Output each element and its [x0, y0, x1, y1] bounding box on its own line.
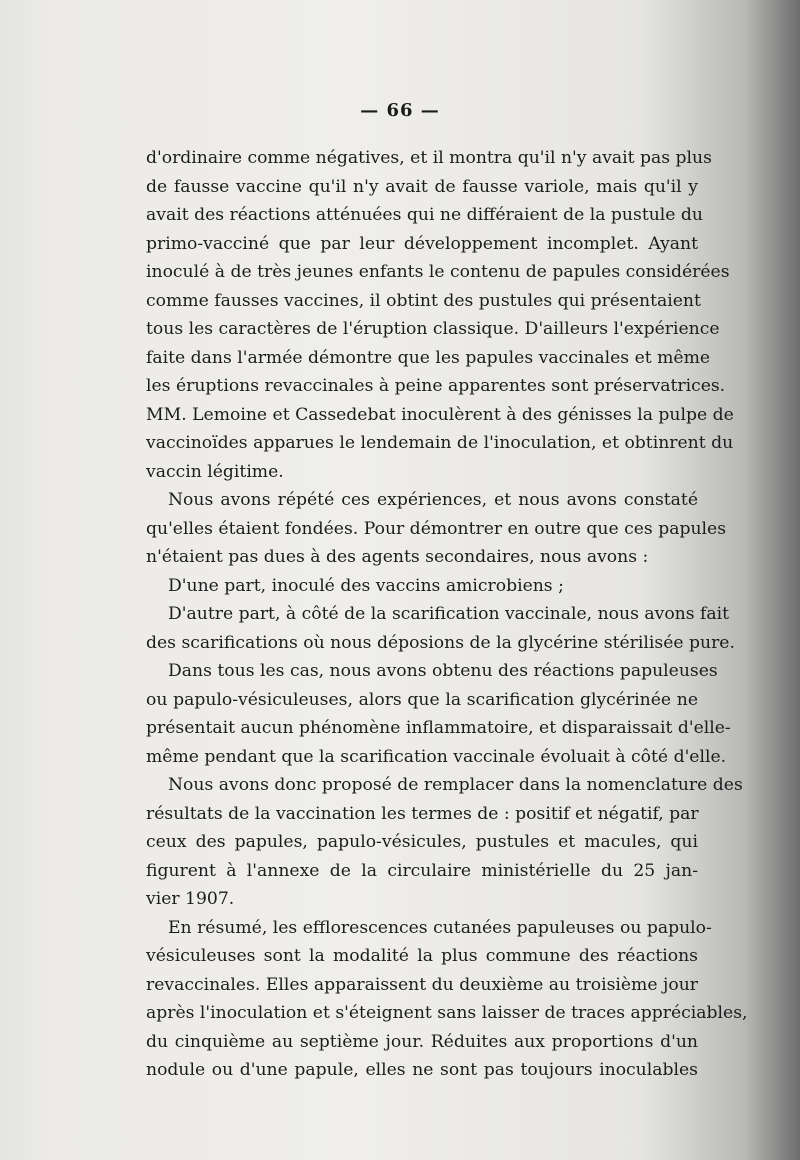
text-line: Nous avons répété ces expériences, et nous avons constaté [168, 490, 698, 510]
text-line: des scarifications où nous déposions de la glycérine stérilisée pure. [146, 632, 735, 653]
text-line: revaccinales. Elles apparaissent du deuxième au troisième jour [146, 974, 698, 995]
text-line: ceux des papules, papulo-vésicules, pustules et macules, qui [146, 832, 698, 852]
text-line: résultats de la vaccination les termes de : positif et négatif, par [146, 803, 699, 824]
text-line: inoculé à de très jeunes enfants le contenu de papules considérées [146, 262, 730, 282]
text-line: MM. Lemoine et Cassedebat inoculèrent à des génisses la pulpe de [146, 404, 734, 425]
page-number: — 66 — [360, 100, 440, 121]
text-line: En résumé, les efflorescences cutanées papuleuses ou papulo- [168, 917, 712, 938]
text-line: nodule ou d'une papule, elles ne sont pas toujours inoculables [146, 1060, 698, 1080]
text-line: D'autre part, à côté de la scarification vaccinale, nous avons fait [168, 604, 730, 624]
text-line: Nous avons donc proposé de remplacer dans la nomenclature des [168, 775, 743, 795]
text-line: avait des réactions atténuées qui ne différaient de la pustule du [146, 205, 703, 225]
text-line: comme fausses vaccines, il obtint des pustules qui présentaient [146, 290, 701, 311]
text-line: d'ordinaire comme négatives, et il montra qu'il n'y avait pas plus [146, 148, 712, 168]
text-line: faite dans l'armée démontre que les papules vaccinales et même [146, 347, 711, 368]
text-line: vésiculeuses sont la modalité la plus commune des réactions [146, 946, 698, 966]
text-line: du cinquième au septième jour. Réduites aux proportions d'un [146, 1031, 698, 1052]
text-line: qu'elles étaient fondées. Pour démontrer en outre que ces papules [146, 518, 727, 539]
text-line: vaccin légitime. [146, 461, 284, 482]
text-line: même pendant que la scarification vaccinale évoluait à côté d'elle. [146, 746, 727, 767]
text-line: après l'inoculation et s'éteignent sans laisser de traces appréciables, [146, 1003, 748, 1023]
text-line: n'étaient pas dues à des agents secondaires, nous avons : [146, 547, 649, 567]
text-line: vier 1907. [146, 889, 235, 909]
text-line: primo-vacciné que par leur développement incomplet. Ayant [146, 233, 698, 254]
text-line: vaccinoïdes apparues le lendemain de l'inoculation, et obtinrent du [146, 433, 734, 453]
text-line: ou papulo-vésiculeuses, alors que la scarification glycérinée ne [146, 689, 698, 710]
text-line: D'une part, inoculé des vaccins amicrobiens ; [168, 575, 564, 596]
text-line: les éruptions revaccinales à peine apparentes sont préservatrices. [146, 376, 726, 396]
text-line: de fausse vaccine qu'il n'y avait de fausse variole, mais qu'il y [146, 176, 698, 197]
text-line: Dans tous les cas, nous avons obtenu des réactions papuleuses [168, 661, 718, 681]
text-line: présentait aucun phénomène inflammatoire, et disparaissait d'elle- [146, 718, 731, 738]
body-text [146, 144, 748, 1085]
text-line: figurent à l'annexe de la circulaire ministérielle du 25 jan- [146, 860, 698, 881]
text-line: tous les caractères de l'éruption classique. D'ailleurs l'expérience [146, 319, 720, 339]
